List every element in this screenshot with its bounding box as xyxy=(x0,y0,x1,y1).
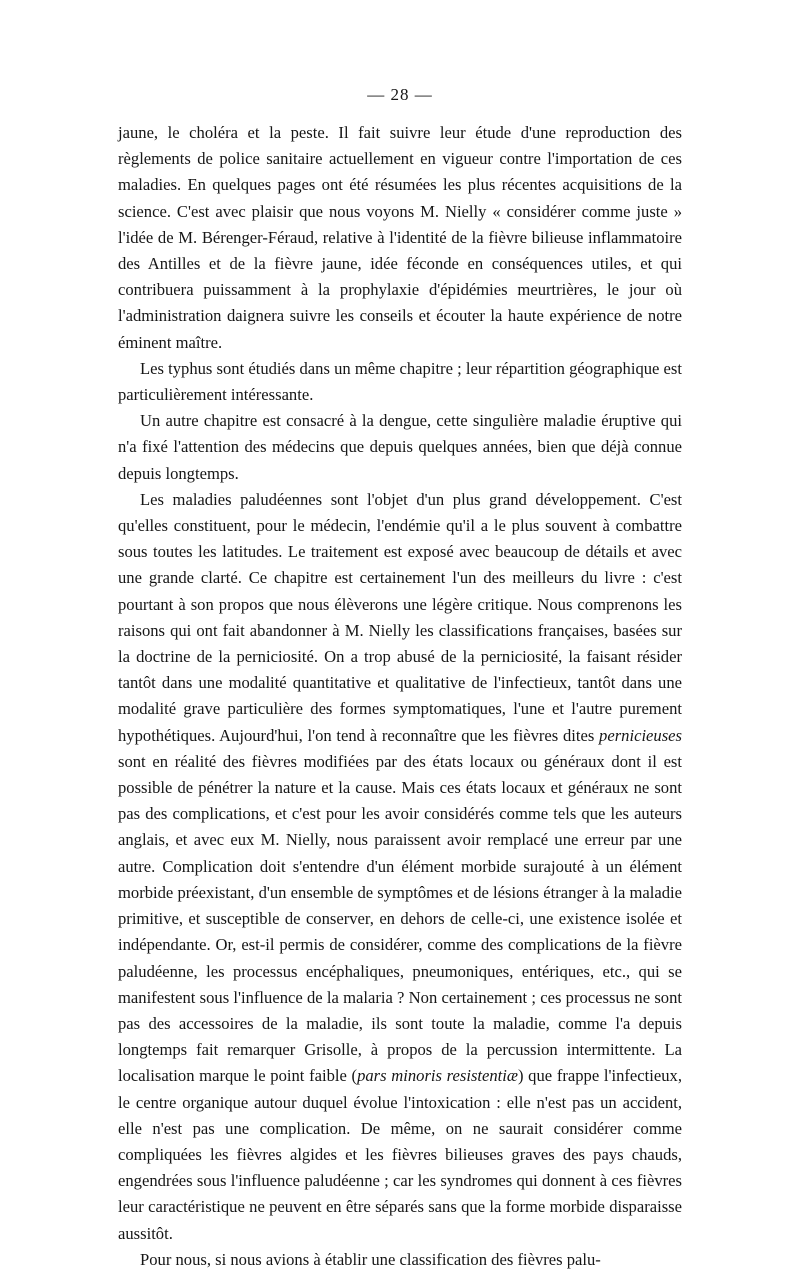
paragraph-p1 xyxy=(118,120,682,356)
italic-term: pernicieuses xyxy=(599,725,682,745)
paragraph-p5 xyxy=(118,1247,682,1273)
text-run: ) que frappe l'infectieux, le centre organique autour duquel évolue l'intoxication : elle n'est pas un accident, elle n'est pas une complication. De même, on ne saurait considérer comme compliquées les fièvres algides et les fièvres bilieuses graves des pays chauds, engendrées sous l'influence paludéenne ; car les syndromes qui donnent à ces fièvres leur caractéristique ne peuvent en être séparés sans que la forme morbide disparaisse aussitôt. xyxy=(118,1066,682,1243)
italic-term: pars minoris resistentiæ xyxy=(357,1066,518,1086)
body-text xyxy=(118,120,682,1273)
paragraph-p3 xyxy=(118,408,682,487)
text-run: Pour nous, si nous avions à établir une classification des fièvres palu- xyxy=(140,1249,601,1269)
paragraph-p4 xyxy=(118,487,682,1247)
page-number: — 28 — xyxy=(367,85,433,104)
text-run: sont en réalité des fièvres modifiées par des états locaux ou généraux dont il est possible de pénétrer la nature et la cause. Mais ces états locaux et généraux ne sont pas des complications, et c'est pour les avoir considérés comme tels que les auteurs anglais, et avec eux M. Nielly, nous paraissent avoir remplacé une erreur par une autre. Complication doit s'entendre d'un élément morbide surajouté à un élément morbide préexistant, d'un ensemble de symptômes et de lésions étranger à la maladie primitive, et susceptible de conserver, en dehors de celle-ci, une existence isolée et indépendante. Or, est-il permis de considérer, comme des complications de la fièvre paludéenne, les processus encéphaliques, pneumoniques, entériques, etc., qui se manifestent sous l'influence de la malaria ? Non certainement ; ces processus ne sont pas des accessoires de la maladie, ils sont toute la maladie, comme l'a depuis longtemps fait remarquer Grisolle, à propos de la percussion intermittente. La localisation marque le point faible ( xyxy=(118,751,682,1086)
text-run: Les maladies paludéennes sont l'objet d'un plus grand développement. C'est qu'elles constituent, pour le médecin, l'endémie qu'il a le plus souvent à combattre sous toutes les latitudes. Le traitement est exposé avec beaucoup de détails et avec une grande clarté. Ce chapitre est certainement l'un des meilleurs du livre : c'est pourtant à son propos que nous élèverons une légère critique. Nous comprenons les raisons qui ont fait abandonner à M. Nielly les classifications françaises, basées sur la doctrine de la perniciosité. On a trop abusé de la perniciosité, la faisant résider tantôt dans une modalité quantitative et qualitative de l'infectieux, tantôt dans une modalité grave particulière des formes symptomatiques, l'une et l'autre purement hypothétiques. Aujourd'hui, l'on tend à reconnaître que les fièvres dites xyxy=(118,489,682,745)
paragraph-p2 xyxy=(118,356,682,408)
document-page xyxy=(118,82,682,1273)
text-run: Les typhus sont étudiés dans un même chapitre ; leur répartition géographique est particulièrement intéressante. xyxy=(118,358,682,405)
text-run: jaune, le choléra et la peste. Il fait suivre leur étude d'une reproduction des règlements de police sanitaire actuellement en vigueur contre l'importation de ces maladies. En quelques pages ont été résumées les plus récentes acquisitions de la science. C'est avec plaisir que nous voyons M. Nielly « considérer comme juste » l'idée de M. Bérenger-Féraud, relative à l'identité de la fièvre bilieuse inflammatoire des Antilles et de la fièvre jaune, idée féconde en conséquences utiles, et qui contribuera puissamment à la prophylaxie d'épidémies meurtrières, le jour où l'administration daignera suivre les conseils et écouter la haute expérience de notre éminent maître. xyxy=(118,123,682,352)
text-run: Un autre chapitre est consacré à la dengue, cette singulière maladie éruptive qui n'a fixé l'attention des médecins que depuis quelques années, bien que déjà connue depuis longtemps. xyxy=(118,411,682,483)
